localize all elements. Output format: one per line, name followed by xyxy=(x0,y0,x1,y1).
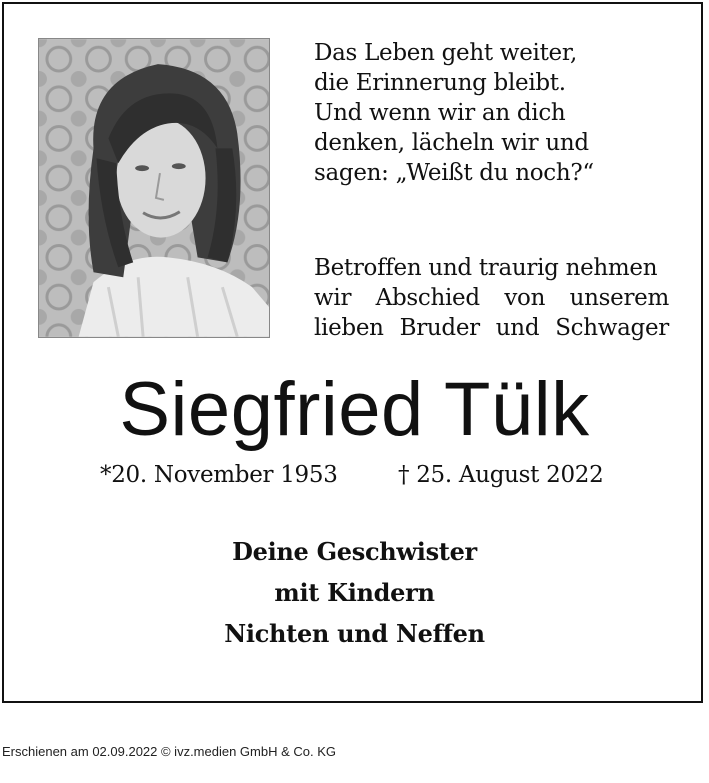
farewell-word: Abschied xyxy=(375,285,480,311)
farewell-word: Schwager xyxy=(555,315,669,341)
farewell-word: unserem xyxy=(569,285,669,311)
farewell-word: wir xyxy=(314,285,352,311)
memorial-poem xyxy=(314,38,674,188)
poem-line: denken, lächeln wir und xyxy=(314,130,589,156)
farewell-word: und xyxy=(495,315,540,341)
mourners-line: mit Kindern xyxy=(274,578,435,607)
farewell-line xyxy=(314,313,669,343)
publication-footer: Erschienen am 02.09.2022 © ivz.medien GmbH & Co. KG xyxy=(2,744,337,759)
farewell-line: Betroffen und traurig nehmen xyxy=(314,255,658,281)
farewell-word: lieben xyxy=(314,315,384,341)
portrait-image xyxy=(39,39,269,337)
mourners xyxy=(0,531,709,654)
birth-date: *20. November 1953 xyxy=(100,462,338,488)
deceased-name: Siegfried Tülk xyxy=(119,367,590,452)
mourners-line: Nichten und Neffen xyxy=(224,619,485,648)
poem-line: Das Leben geht weiter, xyxy=(314,40,577,66)
farewell-text xyxy=(314,253,669,343)
death-date: † 25. August 2022 xyxy=(398,462,604,488)
portrait-photo xyxy=(38,38,270,338)
poem-line: sagen: „Weißt du noch?“ xyxy=(314,160,594,186)
farewell-word: von xyxy=(504,285,546,311)
farewell-word: Bruder xyxy=(399,315,480,341)
poem-line: Und wenn wir an dich xyxy=(314,100,566,126)
mourners-line: Deine Geschwister xyxy=(232,537,477,566)
poem-line: die Erinnerung bleibt. xyxy=(314,70,566,96)
farewell-line xyxy=(314,283,669,313)
